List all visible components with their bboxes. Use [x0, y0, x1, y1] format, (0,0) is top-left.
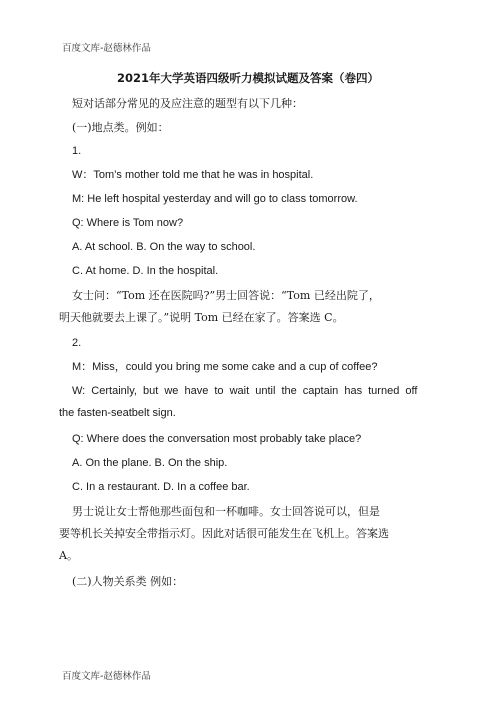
q2-options-cd: C. In a restaurant. D. In a coffee bar.	[72, 481, 250, 493]
q2-explanation-line2: 要等机长关掉安全带指示灯。因此对话很可能发生在飞机上。答案选	[59, 527, 389, 540]
section1-heading: (一)地点类。例如：	[72, 121, 169, 134]
q1-explanation-line1: 女士问：“Tom 还在医院吗?”男士回答说：“Tom 已经出院了，	[72, 289, 380, 302]
document-title: 2021年大学英语四级听力模拟试题及答案（卷四）	[116, 71, 379, 85]
q1-options-cd: C. At home. D. In the hospital.	[72, 265, 219, 277]
q1-explanation-line2: 明天他就要去上课了。”说明 Tom 已经在家了。答案选 C。	[59, 311, 344, 324]
q2-explanation-line3: A。	[59, 549, 78, 562]
q2-woman-line1: W: Certainly, but we have to wait until the captain has turned off	[72, 385, 418, 397]
q1-question: Q: Where is Tom now?	[72, 217, 184, 229]
q2-man-line: M：Miss，could you bring me some cake and a cup of coffee?	[72, 361, 378, 373]
q2-number: 2.	[72, 337, 82, 349]
q2-woman-line2: the fasten-seatbelt sign.	[59, 407, 176, 419]
q2-question: Q: Where does the conversation most probably take place?	[72, 433, 362, 445]
page-footer: 百度文库-赵德林作品	[62, 671, 151, 682]
q1-man-line: M: He left hospital yesterday and will go to class tomorrow.	[72, 193, 358, 205]
q1-options-ab: A. At school. B. On the way to school.	[72, 241, 256, 253]
page-header: 百度文库-赵德林作品	[62, 43, 151, 54]
intro-paragraph: 短对话部分常见的及应注意的题型有以下几种：	[72, 97, 303, 110]
q2-explanation-line1: 男士说让女士帮他那些面包和一杯咖啡。女士回答说可以，但是	[72, 505, 380, 518]
q1-number: 1.	[72, 145, 82, 157]
section2-heading: (二)人物关系类 例如：	[72, 575, 184, 588]
q1-woman-line: W：Tom’s mother told me that he was in hospital.	[72, 169, 314, 181]
q2-options-ab: A. On the plane. B. On the ship.	[72, 457, 228, 469]
